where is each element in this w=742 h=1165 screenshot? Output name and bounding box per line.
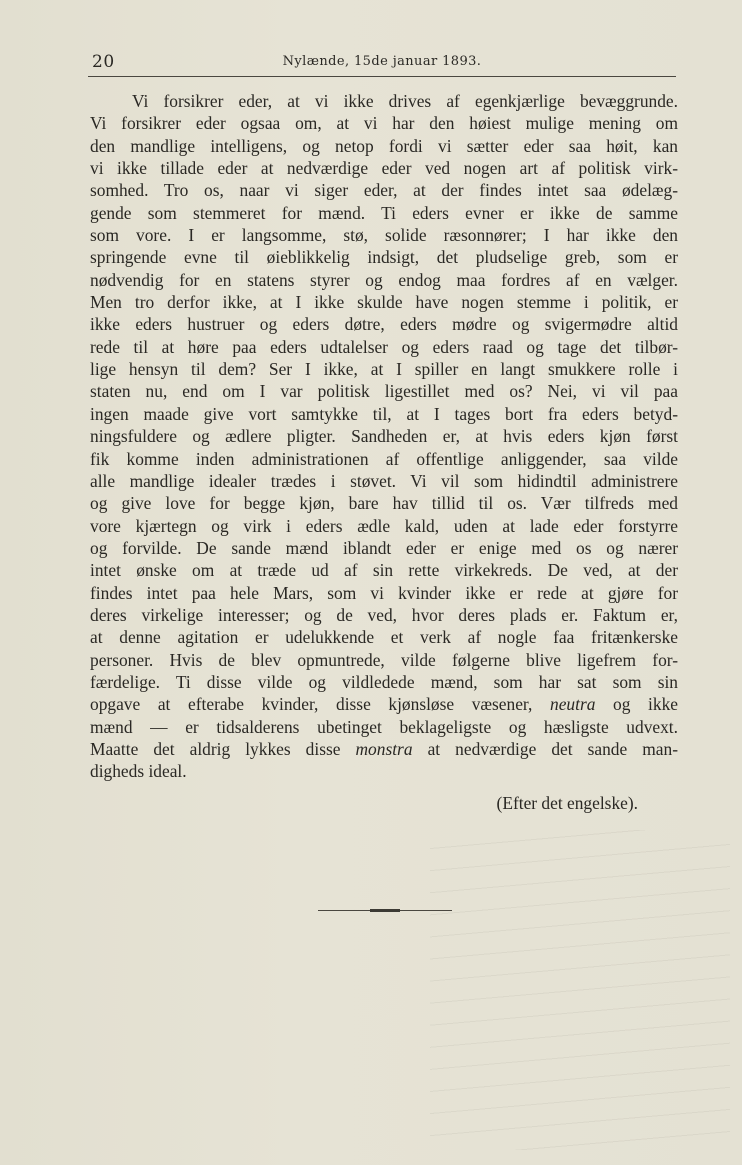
text-line: deres virkelige interesser; og de ved, hvor deres plads er. Faktum er, [90,604,678,625]
text-line: intet ønske om at træde ud af sin rette virkekreds. De ved, at der [90,560,678,581]
text-line: og forvilde. De sande mænd iblandt eder er enige med os og nærer [90,537,678,558]
text-line: vore kjærtegn og virk i eders ædle kald, uden at lade eder forstyrre [90,515,678,536]
text-line: mænd — er tidsalderens ubetinget beklageligste og hæsligste udvext. [90,716,678,737]
text-line: nødvendig for en statens styrer og endog maa fordres af en vælger. [90,269,678,290]
text-segment: Maatte det aldrig lykkes disse [90,738,341,759]
text-line: ningsfuldere og ædlere pligter. Sandheden er, at hvis eders kjøn først [90,426,678,447]
italic-word-neutra: neutra [550,694,596,715]
text-line: ingen maade give vort samtykke til, at I tages bort fra eders betyd- [90,403,678,424]
attribution: (Efter det engelske). [496,793,638,813]
page-header [88,50,676,77]
text-line: lige hensyn til dem? Ser I ikke, at I spiller en langt smukkere rolle i [90,359,678,380]
text-line-with-italic [90,738,678,760]
section-divider-ornament [370,909,400,912]
running-head: Nylænde, 15de januar 1893. [282,54,482,69]
text-line: rede til at høre paa eders udtalelser og eders raad og tage det tilbør- [90,336,678,357]
text-segment: opgave at efterabe kvinder, disse kjønsløse væsener, [90,694,533,715]
italic-word-monstra: monstra [355,738,413,759]
text-line: alle mandlige idealer trædes i støvet. Vi vil som hidindtil administrere [90,470,678,491]
text-line: staten nu, end om I var politisk ligestillet med os? Nei, vi vil paa [90,381,678,402]
page-number: 20 [92,52,115,72]
text-line: digheds ideal. [90,761,187,782]
text-line: Vi forsikrer eder, at vi ikke drives af egenkjærlige bevæggrunde. [132,91,678,111]
bleed-through-texture [430,830,730,1150]
text-line: personer. Hvis de blev opmuntrede, vilde følgerne blive ligefrem for- [90,649,678,670]
text-line: Vi forsikrer eder ogsaa om, at vi har den høiest mulige mening om [90,113,678,134]
text-line: den mandlige intelligens, og netop fordi vi sætter eder saa høit, kan [90,135,678,156]
text-line: og give love for begge kjøn, bare hav tillid til os. Vær tilfreds med [90,493,678,514]
text-segment: at nedværdige det sande man- [427,738,678,759]
text-segment: og ikke [613,694,678,715]
text-line: Men tro derfor ikke, at I ikke skulde have nogen stemme i politik, er [90,292,678,313]
text-line: gende som stemmeret for mænd. Ti eders evner er ikke de samme [90,202,678,223]
text-line: somhed. Tro os, naar vi siger eder, at der findes intet saa ødelæg- [90,180,678,201]
text-line: vi ikke tillade eder at nedværdige eder ved nogen art af politisk virk- [90,158,678,179]
text-line: som vore. I er langsomme, stø, solide ræsonnører; I har ikke den [90,225,678,246]
article-body [90,90,678,783]
text-line: ikke eders hustruer og eders døtre, eders mødre og svigermødre altid [90,314,678,335]
text-line: springende evne til øieblikkelig indsigt, det pludselige greb, som er [90,247,678,268]
text-line: fik komme inden administrationen af offentlige anliggender, saa vilde [90,448,678,469]
text-line: at denne agitation er udelukkende et verk af nogle faa fritænkerske [90,627,678,648]
text-line-with-italic [90,693,678,715]
text-line: findes intet paa hele Mars, som vi kvinder ikke er rede at gjøre for [90,582,678,603]
text-line: færdelige. Ti disse vilde og vildledede mænd, som har sat som sin [90,671,678,692]
